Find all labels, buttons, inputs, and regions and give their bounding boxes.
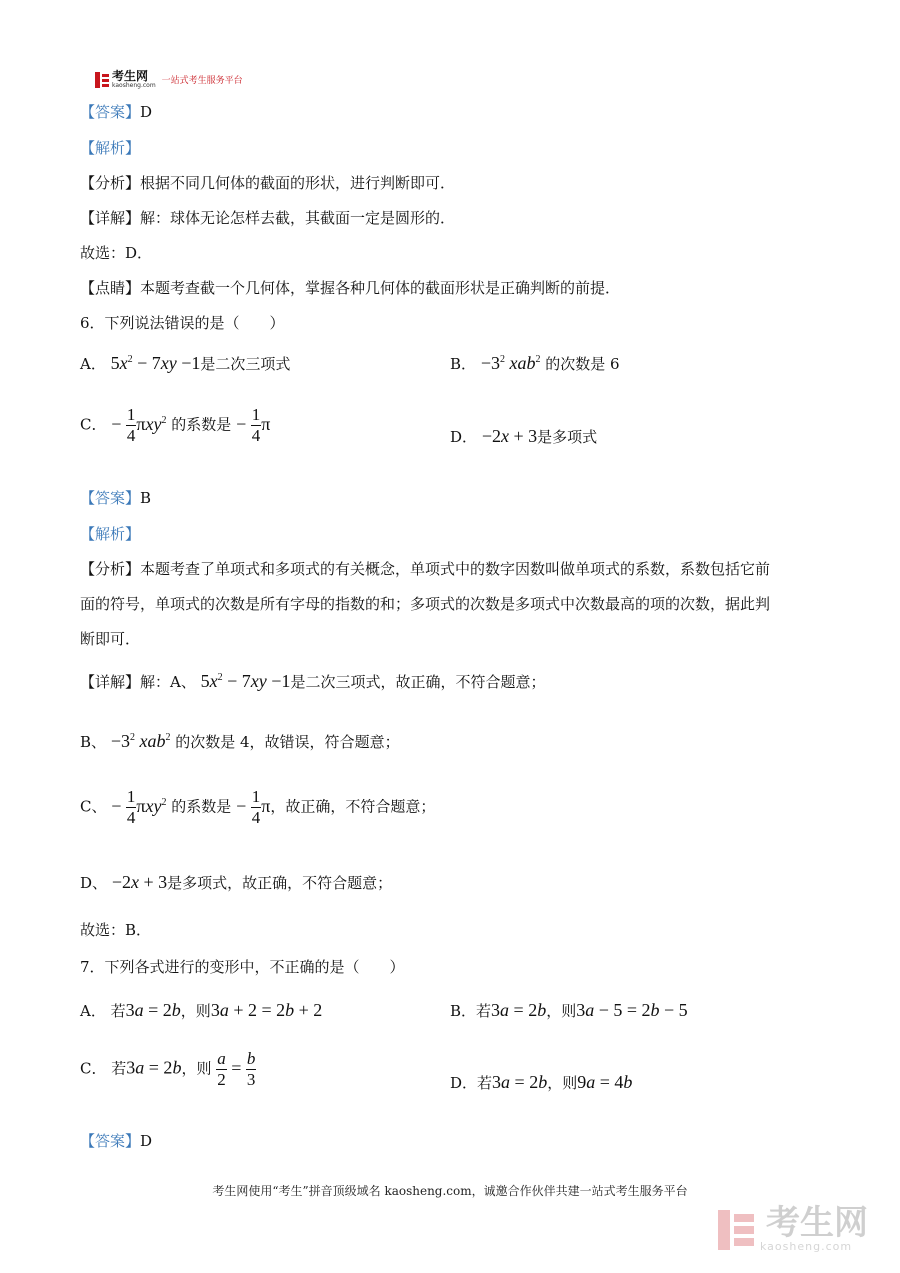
formula-5x2-7xy-1: $5x^2 - 7xy -1$ — [110, 353, 201, 373]
formula-neg-quarter-pixy2: − $\frac{1}{4}$ πxy$^2$ — [111, 405, 167, 445]
q5-detail-line — [80, 208, 455, 228]
formula-5x2-7xy-1: $5x^2 - 7xy -1$ — [200, 671, 291, 691]
q5-answer-line — [80, 102, 152, 122]
if-word: 若 — [476, 1002, 492, 1020]
q7-option-c — [80, 1050, 256, 1089]
detail-text: 是多项式，故正确，不符合题意； — [167, 874, 393, 892]
formula-a-over-2-eq-b-over-3: $\frac{a}{2}$ = $\frac{b}{3}$ — [217, 1049, 256, 1089]
fenxi-tag: 【分析】 — [80, 560, 141, 578]
answer-value: D — [140, 103, 153, 121]
formula-3a-minus5-eq-2b-minus5: 3a − 5 = 2b − 5 — [576, 1000, 688, 1020]
option-label: B． — [450, 355, 477, 373]
then-word: ，则 — [546, 1002, 577, 1020]
watermark-domain: kaosheng.com — [760, 1240, 853, 1253]
detail-tag: 【详解】 — [80, 209, 141, 227]
option-text: 的次数是 6 — [545, 355, 620, 373]
watermark-name: 考生网 — [766, 1203, 868, 1243]
option-label: C． — [80, 415, 107, 434]
then-word: ，则 — [547, 1074, 578, 1092]
kaosheng-logo-icon — [95, 72, 109, 88]
answer-value: D — [140, 1132, 153, 1150]
q6-fenxi-line3: 断即可． — [80, 630, 141, 648]
formula-neg2x-plus-3: −2x + 3 — [481, 426, 538, 446]
q6-choose-line: 故选：B． — [80, 921, 152, 939]
detail-text: 解：球体无论怎样去截，其截面一定是圆形的． — [140, 209, 456, 227]
q6-option-c — [80, 406, 270, 445]
q6-stem: 6．下列说法错误的是（ ） — [80, 314, 285, 332]
formula-neg3sq-xab2: $-3^2$ xab$^2$ — [480, 353, 541, 373]
if-word: 若 — [111, 1059, 127, 1078]
q6-detail-c — [80, 788, 435, 827]
q7-option-a — [80, 1000, 322, 1021]
formula-3a-plus2-eq-2b-plus2: 3a + 2 = 2b + 2 — [210, 1000, 323, 1020]
logo-domain: kaosheng.com — [112, 82, 156, 89]
option-label: D． — [450, 1074, 478, 1092]
q5-comment-line — [80, 278, 620, 298]
option-text: 的系数是 — [171, 415, 232, 434]
option-label: C． — [80, 1059, 107, 1078]
analysis-tag: 【解析】 — [80, 525, 141, 543]
detail-text: 的次数是 4，故错误，符合题意； — [175, 733, 400, 751]
option-label: D． — [450, 428, 478, 446]
if-word: 若 — [110, 1002, 126, 1020]
fenxi-text: 根据不同几何体的截面的形状，进行判断即可． — [140, 174, 456, 192]
page-footer: 考生网使用“考生”拼音顶级域名 kaosheng.com，诚邀合作伙伴共建一站式考生服务平台 — [212, 1184, 688, 1198]
option-label: B． — [450, 1002, 477, 1020]
q6-fenxi-line1 — [80, 559, 770, 579]
option-text: 是二次三项式 — [200, 355, 291, 373]
logo-slogan: 一站式考生服务平台 — [161, 76, 243, 86]
detail-text: 的系数是 — [171, 797, 232, 816]
option-label: A． — [80, 355, 106, 373]
then-word: ，则 — [180, 1002, 211, 1020]
answer-tag: 【答案】 — [80, 489, 141, 507]
comment-text: 本题考查截一个几何体，掌握各种几何体的截面形状是正确判断的前提． — [140, 279, 621, 297]
formula-3a-eq-2b: 3a = 2b — [125, 1000, 181, 1020]
detail-prefix: C、 — [80, 797, 107, 816]
logo-name: 考生网 — [112, 69, 149, 83]
if-word: 若 — [477, 1074, 493, 1092]
answer-tag: 【答案】 — [80, 1132, 141, 1150]
q6-option-b — [450, 350, 620, 374]
q7-option-d — [450, 1072, 632, 1093]
q6-answer-line — [80, 488, 151, 508]
comment-tag: 【点睛】 — [80, 279, 141, 297]
fenxi-text: 本题考查了单项式和多项式的有关概念，单项式中的数字因数叫做单项式的系数，系数包括它前 — [140, 560, 771, 578]
header-logo — [95, 70, 243, 89]
detail-text: 是二次三项式，故正确，不符合题意； — [290, 673, 546, 691]
q5-fenxi-line — [80, 173, 455, 193]
detail-prefix: D、 — [80, 874, 108, 892]
fenxi-tag: 【分析】 — [80, 174, 141, 192]
answer-value: B — [140, 489, 152, 507]
formula-9a-eq-4b: 9a = 4b — [577, 1072, 633, 1092]
watermark-logo — [718, 1203, 868, 1253]
detail-tag: 【详解】 — [80, 673, 141, 691]
formula-neg-quarter-pi: − $\frac{1}{4}$ π — [236, 787, 271, 827]
q5-choose-line: 故选：D． — [80, 244, 153, 262]
q7-stem: 7．下列各式进行的变形中，不正确的是（ ） — [80, 958, 405, 976]
formula-neg3sq-xab2: $-3^2$ xab$^2$ — [110, 731, 171, 751]
formula-neg-quarter-pixy2: − $\frac{1}{4}$ πxy$^2$ — [111, 787, 167, 827]
q6-detail-a — [80, 668, 545, 692]
q6-detail-b — [80, 728, 400, 752]
option-text: 是多项式 — [537, 428, 598, 446]
formula-neg2x-plus-3: −2x + 3 — [111, 872, 168, 892]
analysis-tag: 【解析】 — [80, 139, 141, 157]
q6-fenxi-line2: 面的符号，单项式的次数是所有字母的指数的和；多项式的次数是多项式中次数最高的项的次数，据此判 — [80, 595, 771, 613]
q6-option-d — [450, 426, 597, 447]
formula-3a-eq-2b: 3a = 2b — [492, 1072, 548, 1092]
then-word: ，则 — [181, 1059, 212, 1078]
q7-answer-line — [80, 1131, 152, 1151]
q6-detail-d — [80, 872, 392, 893]
formula-3a-eq-2b: 3a = 2b — [491, 1000, 547, 1020]
detail-prefix: 解：A、 — [140, 673, 196, 691]
option-label: A． — [80, 1002, 106, 1020]
answer-tag: 【答案】 — [80, 103, 141, 121]
formula-neg-quarter-pi: − $\frac{1}{4}$ π — [236, 405, 271, 445]
detail-prefix: B、 — [80, 733, 107, 751]
detail-text: ，故正确，不符合题意； — [270, 797, 436, 816]
q7-option-b — [450, 1000, 688, 1021]
kaosheng-logo-icon — [718, 1210, 754, 1250]
formula-3a-eq-2b: 3a = 2b — [126, 1057, 182, 1078]
q6-option-a — [80, 350, 290, 374]
